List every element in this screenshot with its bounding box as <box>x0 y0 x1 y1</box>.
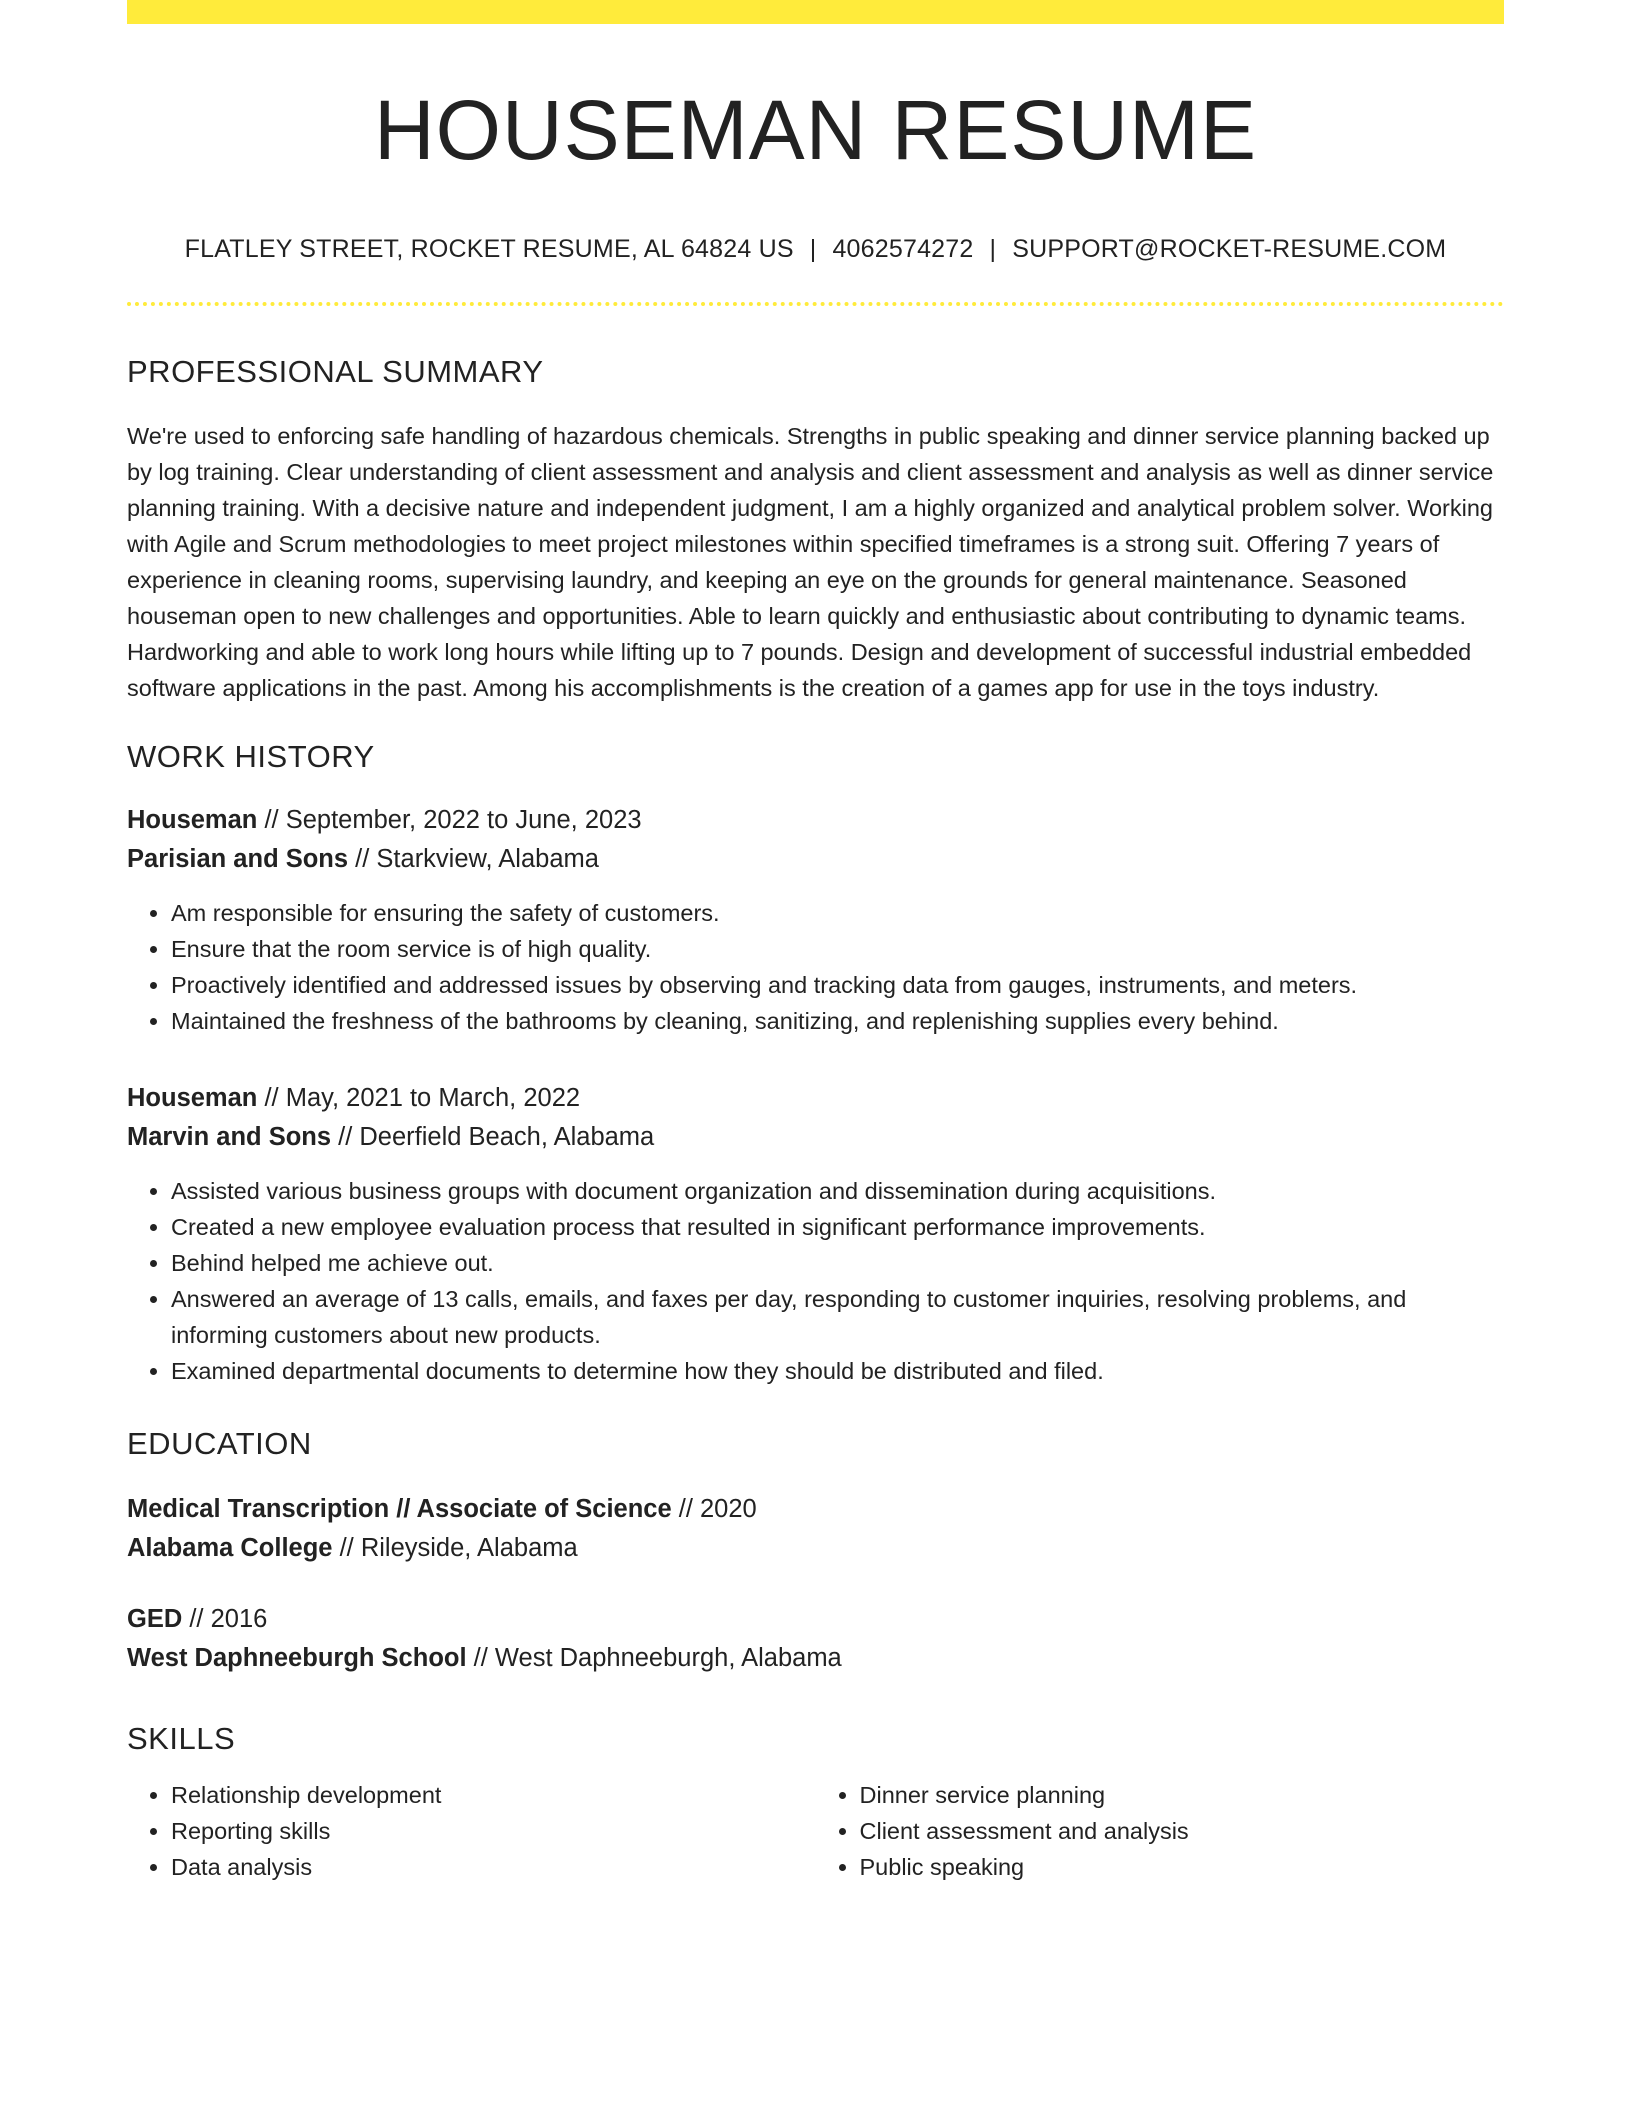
summary-heading: PROFESSIONAL SUMMARY <box>127 354 544 390</box>
school-name: West Daphneeburgh School <box>127 1643 467 1672</box>
skill-item: • Data analysis <box>171 1849 816 1885</box>
job-bullet-list <box>127 895 1504 1039</box>
job-entry <box>127 801 1504 879</box>
job-dates: // September, 2022 to June, 2023 <box>257 805 642 834</box>
education-entry <box>127 1490 1504 1568</box>
job-title: Houseman <box>127 805 258 834</box>
skill-item: • Dinner service planning <box>860 1777 1505 1813</box>
degree-line <box>127 1490 1504 1529</box>
degree-name: Medical Transcription // Associate of Science <box>127 1494 672 1523</box>
skills-column-left <box>127 1777 816 1885</box>
skills-grid <box>127 1777 1504 1885</box>
school-location: // Rileyside, Alabama <box>332 1533 578 1562</box>
job-company: Marvin and Sons <box>127 1122 332 1151</box>
list-item: • Ensure that the room service is of high quality. <box>171 931 1504 967</box>
list-item: • Examined departmental documents to determine how they should be distributed and filed. <box>171 1353 1504 1389</box>
education-heading: EDUCATION <box>127 1425 312 1461</box>
contact-address: FLATLEY STREET, ROCKET RESUME, AL 64824 US <box>184 235 794 264</box>
list-item: • Behind helped me achieve out. <box>171 1245 1504 1281</box>
degree-name: GED <box>127 1604 183 1633</box>
skill-item: • Public speaking <box>860 1849 1505 1885</box>
school-name: Alabama College <box>127 1533 333 1562</box>
contact-email: SUPPORT@ROCKET-RESUME.COM <box>1012 235 1447 264</box>
degree-year: // 2020 <box>671 1494 757 1523</box>
resume-page <box>127 0 1504 1885</box>
school-location: // West Daphneeburgh, Alabama <box>466 1643 842 1672</box>
job-title-line <box>127 801 1504 840</box>
list-item: • Proactively identified and addressed issues by observing and tracking data from gauges, instruments, and meters. <box>171 967 1504 1003</box>
skill-item: • Client assessment and analysis <box>860 1813 1505 1849</box>
contact-phone: 4062574272 <box>832 235 974 264</box>
list-item: • Created a new employee evaluation process that resulted in significant performance improvements. <box>171 1209 1504 1245</box>
job-title-line <box>127 1079 1504 1118</box>
work-history-heading: WORK HISTORY <box>127 738 375 774</box>
school-line <box>127 1639 1504 1678</box>
list-item: • Assisted various business groups with document organization and dissemination during acquisitions. <box>171 1173 1504 1209</box>
job-location: // Starkview, Alabama <box>348 844 599 873</box>
skill-item: • Reporting skills <box>171 1813 816 1849</box>
school-line <box>127 1529 1504 1568</box>
job-dates: // May, 2021 to March, 2022 <box>257 1083 581 1112</box>
contact-separator: | <box>809 235 817 264</box>
degree-year: // 2016 <box>182 1604 268 1633</box>
job-company-line <box>127 840 1504 879</box>
accent-top-bar <box>127 0 1504 24</box>
job-bullet-list <box>127 1173 1504 1389</box>
degree-line <box>127 1600 1504 1639</box>
skills-heading: SKILLS <box>127 1720 236 1756</box>
skills-column-right <box>816 1777 1505 1885</box>
skill-item: • Relationship development <box>171 1777 816 1813</box>
list-item: • Maintained the freshness of the bathrooms by cleaning, sanitizing, and replenishing supplies every behind. <box>171 1003 1504 1039</box>
list-item: • Am responsible for ensuring the safety of customers. <box>171 895 1504 931</box>
summary-text: We're used to enforcing safe handling of hazardous chemicals. Strengths in public speaking and dinner service planning backed up by log training. Clear understanding of client assessment and analysis and client assessment and analysis as well as dinner service planning training. With a decisive nature and independent judgment, I am a highly organized and analytical problem solver. Working with Agile and Scrum methodologies to meet project milestones within specified timeframes is a strong suit. Offering 7 years of experience in cleaning rooms, supervising laundry, and keeping an eye on the grounds for general maintenance. Seasoned houseman open to new challenges and opportunities. Able to learn quickly and enthusiastic about contributing to dynamic teams. Hardworking and able to work long hours while lifting up to 7 pounds. Design and development of successful industrial embedded software applications in the past. Among his accomplishments is the creation of a games app for use in the toys industry. <box>127 422 1494 701</box>
job-company-line <box>127 1118 1504 1157</box>
contact-separator: | <box>989 235 997 264</box>
list-item: • Answered an average of 13 calls, emails, and faxes per day, responding to customer inquiries, resolving problems, and informing customers about new products. <box>171 1281 1504 1353</box>
contact-line <box>127 234 1504 264</box>
job-location: // Deerfield Beach, Alabama <box>331 1122 655 1151</box>
resume-title: HOUSEMAN RESUME <box>373 83 1258 177</box>
job-title: Houseman <box>127 1083 258 1112</box>
dotted-divider <box>127 302 1504 306</box>
job-company: Parisian and Sons <box>127 844 349 873</box>
education-entry <box>127 1600 1504 1678</box>
job-entry <box>127 1079 1504 1157</box>
